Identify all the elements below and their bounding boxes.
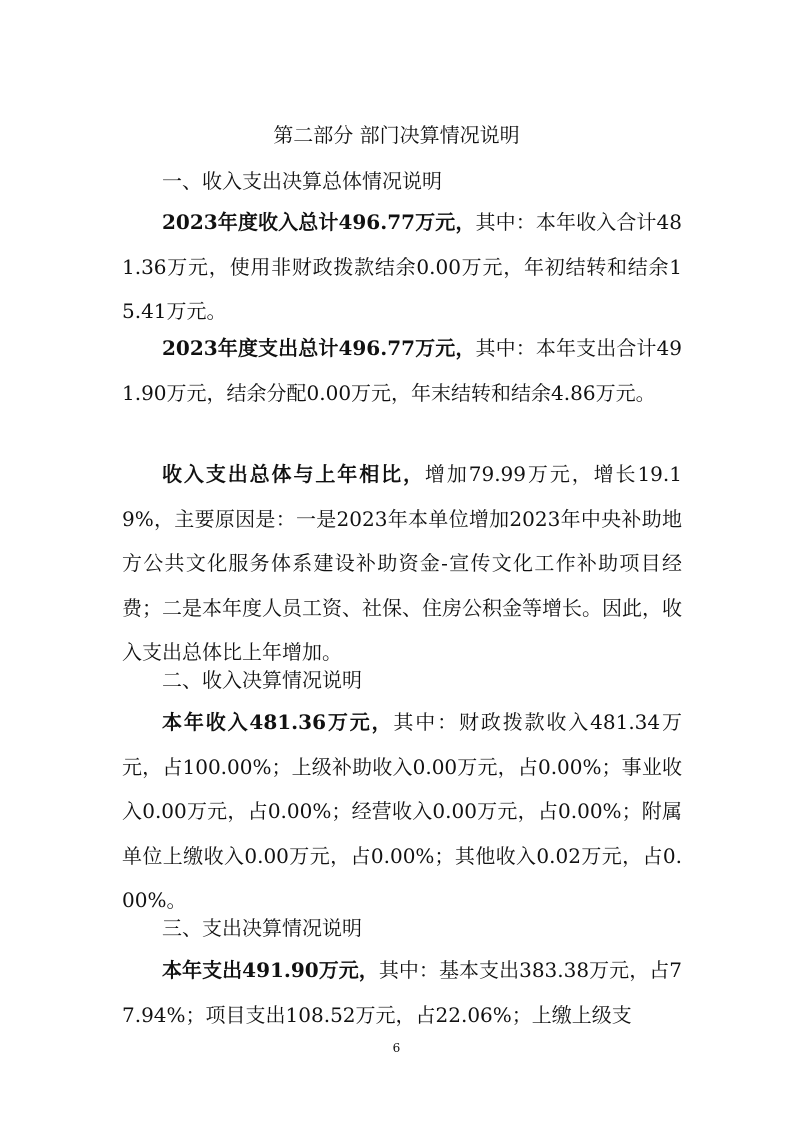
page-number: 6	[392, 1041, 401, 1055]
paragraph-body: 其中：财政拨款收入481.34万元，占100.00%；上级补助收入0.00万元，占0.00%；事业收入0.00万元，占0.00%；经营收入0.00万元，占0.00%；附属单位上缴收入0.00万元，占0.00%；其他收入0.02万元，占0.00%。	[122, 710, 682, 912]
paragraph-body: 其中：基本支出383.38万元，占77.94%；项目支出108.52万元，占22.06%；上缴上级支	[122, 958, 682, 1027]
document-title: 第二部分 部门决算情况说明	[273, 123, 520, 147]
paragraph-total-income	[122, 200, 682, 334]
section-heading-income-details: 二、收入决算情况说明	[162, 668, 362, 692]
paragraph-lead-bold: 本年收入481.36万元，	[162, 710, 394, 734]
paragraph-body: 其中：本年支出合计491.90万元，结余分配0.00万元，年末结转和结余4.86万元。	[122, 336, 682, 405]
paragraph-body: 其中：本年收入合计481.36万元，使用非财政拨款结余0.00万元，年初结转和结余15.41万元。	[122, 210, 682, 323]
paragraph-lead-bold: 本年支出491.90万元，	[162, 958, 379, 982]
paragraph-year-over-year-comparison	[122, 452, 682, 675]
section-heading-income-expenditure-overview: 一、收入支出决算总体情况说明	[162, 169, 442, 193]
paragraph-body: 增加79.99万元，增长19.19%，主要原因是：一是2023年本单位增加2023年中央补助地方公共文化服务体系建设补助资金-宣传文化工作补助项目经费；二是本年度人员工资、社保、住房公积金等增长。因此，收入支出总体比上年增加。	[122, 462, 682, 664]
section-heading-expenditure-details: 三、支出决算情况说明	[162, 916, 362, 940]
paragraph-income-breakdown	[122, 700, 682, 923]
paragraph-lead-bold: 2023年度支出总计496.77万元，	[162, 336, 476, 360]
paragraph-lead-bold: 2023年度收入总计496.77万元，	[162, 210, 476, 234]
paragraph-expenditure-breakdown	[122, 948, 682, 1037]
paragraph-lead-bold: 收入支出总体与上年相比，	[162, 462, 425, 486]
paragraph-total-expenditure	[122, 326, 682, 415]
